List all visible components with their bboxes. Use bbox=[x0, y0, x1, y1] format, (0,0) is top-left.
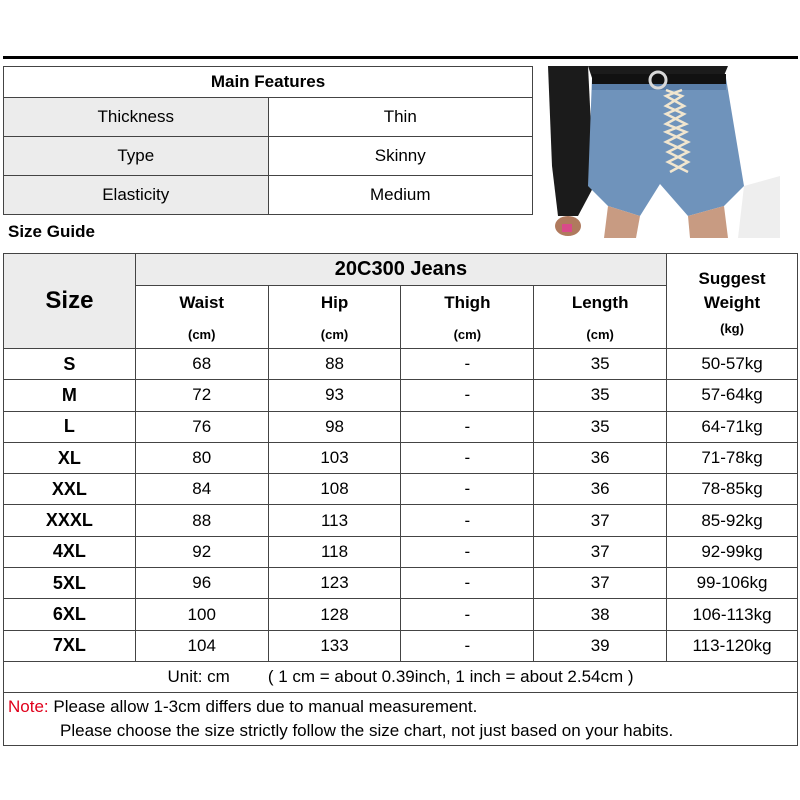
note-row bbox=[4, 692, 798, 745]
length-column-header bbox=[534, 286, 667, 349]
weight-header-line1: Suggest bbox=[698, 268, 766, 288]
conversion-text: ( 1 cm = about 0.39inch, 1 inch = about 2.54cm ) bbox=[267, 666, 634, 686]
cell-size: XXXL bbox=[4, 505, 136, 536]
column-unit: (cm) bbox=[320, 326, 349, 342]
cell-weight: 85-92kg bbox=[667, 505, 798, 536]
cell-weight: 71-78kg bbox=[667, 442, 798, 473]
size-column-header: Size bbox=[4, 254, 136, 349]
cell-waist: 80 bbox=[135, 442, 268, 473]
note-line1: Please allow 1-3cm differs due to manual measurement. bbox=[53, 696, 478, 716]
top-divider bbox=[3, 56, 798, 59]
unit-info bbox=[4, 661, 798, 692]
cell-hip: 118 bbox=[268, 536, 401, 567]
cell-waist: 68 bbox=[135, 349, 268, 380]
column-unit: (cm) bbox=[188, 326, 216, 342]
cell-waist: 72 bbox=[135, 380, 268, 411]
suggest-weight-header bbox=[667, 254, 798, 349]
size-rows bbox=[4, 349, 798, 662]
cell-weight: 99-106kg bbox=[667, 568, 798, 599]
cell-length: 39 bbox=[534, 630, 667, 661]
table-row bbox=[4, 442, 798, 473]
feature-row bbox=[4, 176, 533, 215]
table-row bbox=[4, 568, 798, 599]
cell-length: 35 bbox=[534, 380, 667, 411]
column-unit: (cm) bbox=[453, 326, 482, 342]
note-line2: Please choose the size strictly follow the size chart, not just based on your habits. bbox=[60, 720, 674, 740]
waist-column-header bbox=[135, 286, 268, 349]
cell-length: 36 bbox=[534, 474, 667, 505]
unit-text: Unit: cm bbox=[167, 666, 230, 686]
cell-thigh: - bbox=[401, 349, 534, 380]
cell-weight: 78-85kg bbox=[667, 474, 798, 505]
cell-hip: 108 bbox=[268, 474, 401, 505]
cell-weight: 106-113kg bbox=[667, 599, 798, 630]
main-features-table bbox=[3, 66, 533, 215]
table-row bbox=[4, 630, 798, 661]
cell-length: 37 bbox=[534, 568, 667, 599]
cell-thigh: - bbox=[401, 568, 534, 599]
main-features-title: Main Features bbox=[4, 67, 533, 98]
size-guide-title: Size Guide bbox=[8, 222, 95, 241]
cell-thigh: - bbox=[401, 380, 534, 411]
table-row bbox=[4, 349, 798, 380]
cell-hip: 133 bbox=[268, 630, 401, 661]
cell-waist: 92 bbox=[135, 536, 268, 567]
cell-size: 6XL bbox=[4, 599, 136, 630]
cell-weight: 57-64kg bbox=[667, 380, 798, 411]
column-unit: (cm) bbox=[586, 326, 614, 342]
cell-waist: 104 bbox=[135, 630, 268, 661]
feature-label: Elasticity bbox=[4, 176, 269, 215]
unit-row bbox=[4, 661, 798, 692]
feature-row bbox=[4, 98, 533, 137]
column-name: Length bbox=[571, 292, 629, 312]
column-name: Waist bbox=[179, 292, 225, 312]
cell-hip: 103 bbox=[268, 442, 401, 473]
table-row bbox=[4, 474, 798, 505]
cell-waist: 76 bbox=[135, 411, 268, 442]
feature-value: Medium bbox=[268, 176, 533, 215]
cell-thigh: - bbox=[401, 411, 534, 442]
feature-label: Thickness bbox=[4, 98, 269, 137]
cell-weight: 50-57kg bbox=[667, 349, 798, 380]
cell-thigh: - bbox=[401, 599, 534, 630]
table-row bbox=[4, 380, 798, 411]
cell-length: 35 bbox=[534, 411, 667, 442]
table-row bbox=[4, 411, 798, 442]
table-row bbox=[4, 505, 798, 536]
cell-length: 36 bbox=[534, 442, 667, 473]
cell-length: 35 bbox=[534, 349, 667, 380]
cell-waist: 84 bbox=[135, 474, 268, 505]
weight-header-line2: Weight bbox=[703, 292, 761, 312]
column-name: Hip bbox=[320, 292, 349, 312]
thigh-column-header bbox=[401, 286, 534, 349]
cell-weight: 64-71kg bbox=[667, 411, 798, 442]
size-chart-table bbox=[3, 253, 798, 746]
column-name: Thigh bbox=[444, 292, 491, 312]
feature-label: Type bbox=[4, 137, 269, 176]
cell-thigh: - bbox=[401, 536, 534, 567]
cell-size: S bbox=[4, 349, 136, 380]
cell-hip: 123 bbox=[268, 568, 401, 599]
feature-row bbox=[4, 137, 533, 176]
cell-size: XL bbox=[4, 442, 136, 473]
cell-size: 7XL bbox=[4, 630, 136, 661]
weight-header-unit: (kg) bbox=[720, 320, 744, 336]
cell-length: 37 bbox=[534, 536, 667, 567]
note-label: Note: bbox=[8, 696, 49, 716]
cell-thigh: - bbox=[401, 474, 534, 505]
cell-waist: 88 bbox=[135, 505, 268, 536]
table-row bbox=[4, 599, 798, 630]
product-group-header: 20C300 Jeans bbox=[135, 254, 666, 286]
table-row bbox=[4, 536, 798, 567]
cell-size: M bbox=[4, 380, 136, 411]
cell-weight: 92-99kg bbox=[667, 536, 798, 567]
product-photo bbox=[548, 66, 780, 238]
feature-value: Thin bbox=[268, 98, 533, 137]
cell-size: XXL bbox=[4, 474, 136, 505]
note-cell bbox=[4, 692, 798, 745]
denim-shorts-image bbox=[548, 66, 780, 238]
cell-thigh: - bbox=[401, 630, 534, 661]
cell-waist: 96 bbox=[135, 568, 268, 599]
cell-size: 5XL bbox=[4, 568, 136, 599]
cell-size: 4XL bbox=[4, 536, 136, 567]
cell-hip: 88 bbox=[268, 349, 401, 380]
feature-value: Skinny bbox=[268, 137, 533, 176]
cell-hip: 128 bbox=[268, 599, 401, 630]
hip-column-header bbox=[268, 286, 401, 349]
cell-hip: 98 bbox=[268, 411, 401, 442]
cell-hip: 93 bbox=[268, 380, 401, 411]
cell-length: 37 bbox=[534, 505, 667, 536]
cell-length: 38 bbox=[534, 599, 667, 630]
cell-hip: 113 bbox=[268, 505, 401, 536]
cell-weight: 113-120kg bbox=[667, 630, 798, 661]
cell-waist: 100 bbox=[135, 599, 268, 630]
cell-size: L bbox=[4, 411, 136, 442]
cell-thigh: - bbox=[401, 505, 534, 536]
cell-thigh: - bbox=[401, 442, 534, 473]
